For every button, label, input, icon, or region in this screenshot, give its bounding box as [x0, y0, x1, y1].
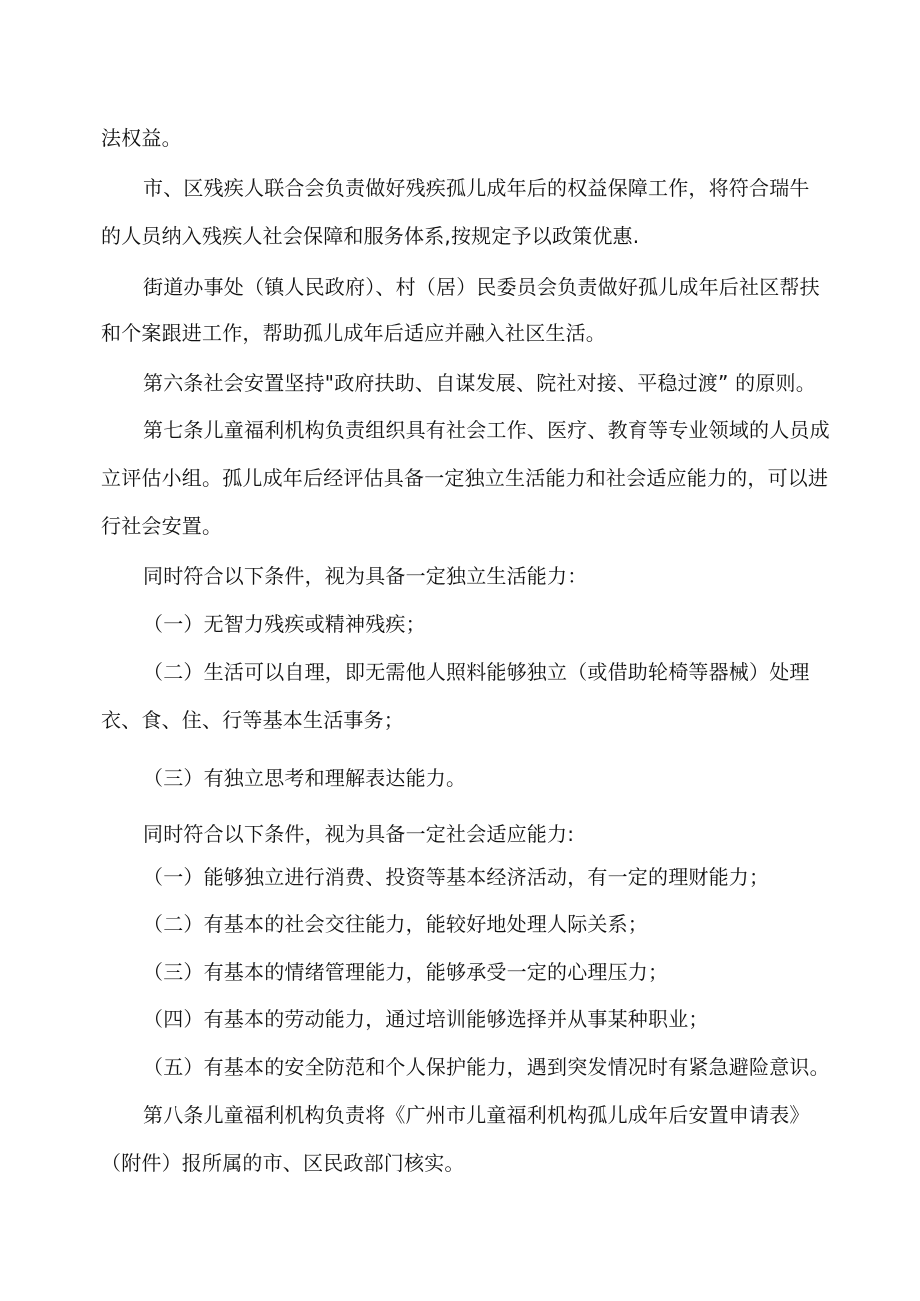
text-line-13: 衣、食、住、行等基本生活事务； [101, 708, 404, 732]
text-line-8: 立评估小组。孤儿成年后经评估具备一定独立生活能力和社会适应能力的，可以进 [101, 466, 829, 490]
text-line-7: 第七条儿童福利机构负责组织具有社会工作、医疗、教育等专业领域的人员成 [143, 418, 830, 442]
text-line-5: 和个案跟进工作，帮助孤儿成年后适应并融入社区生活。 [101, 321, 606, 345]
text-line-4: 街道办事处（镇人民政府）、村（居）民委员会负责做好孤儿成年后社区帮扶 [143, 275, 820, 299]
text-line-16: （一）能够独立进行消费、投资等基本经济活动，有一定的理财能力； [143, 865, 770, 889]
text-line-15: 同时符合以下条件，视为具备一定社会适应能力: [143, 822, 575, 846]
text-line-3: 的人员纳入残疾人社会保障和服务体系,按规定予以政策优惠. [101, 224, 640, 248]
text-line-11: （一）无智力残疾或精神残疾； [143, 612, 426, 636]
text-line-1: 法权益。 [101, 126, 182, 150]
text-line-6: 第六条社会安置坚持"政府扶助、自谋发展、院社对接、平稳过渡” 的原则。 [143, 371, 816, 395]
text-line-18: （三）有基本的情绪管理能力，能够承受一定的心理压力； [143, 960, 669, 984]
text-line-14: （三）有独立思考和理解表达能力。 [143, 766, 467, 790]
text-line-20: （五）有基本的安全防范和个人保护能力，遇到突发情况时有紧急避险意识。 [143, 1055, 830, 1079]
text-line-9: 行社会安置。 [101, 514, 223, 538]
text-line-19: （四）有基本的劳动能力，通过培训能够选择并从事某种职业； [143, 1007, 709, 1031]
text-line-21: 第八条儿童福利机构负责将《广州市儿童福利机构孤儿成年后安置申请表》 [143, 1103, 810, 1127]
text-line-22: （附件）报所属的市、区民政部门核实。 [101, 1151, 465, 1175]
text-line-12: （二）生活可以自理，即无需他人照料能够独立（或借助轮椅等器械）处理 [143, 660, 810, 684]
text-line-2: 市、区残疾人联合会负责做好残疾孤儿成年后的权益保障工作，将符合瑞牛 [143, 176, 810, 200]
text-line-17: （二）有基本的社会交往能力，能较好地处理人际关系； [143, 912, 648, 936]
text-line-10: 同时符合以下条件，视为具备一定独立生活能力： [143, 564, 588, 588]
